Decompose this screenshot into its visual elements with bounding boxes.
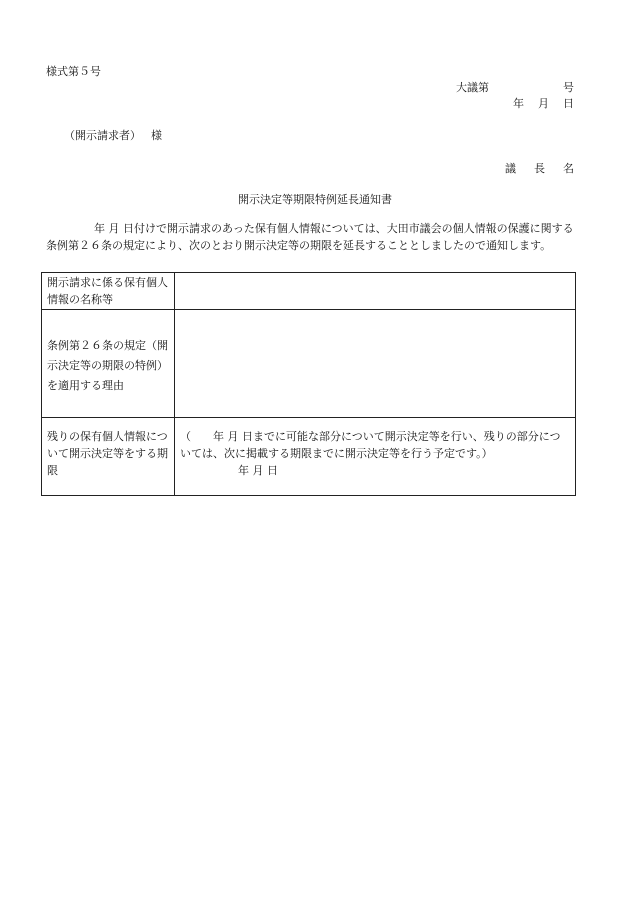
row-label: 開示請求に係る保有個人情報の名称等 <box>42 273 175 310</box>
row-value <box>175 310 576 418</box>
row-value: （ 年 月 日までに可能な部分について開示決定等を行い、残りの部分については、次に掲載する期限までに開示決定等を行う予定です。） <box>180 430 561 461</box>
row-value-cell <box>175 418 576 496</box>
deadline-date: 年 月 日 <box>238 464 278 478</box>
document-date <box>513 96 574 112</box>
recipient <box>64 128 162 144</box>
notice-body: 年 月 日付けで開示請求のあった保有個人情報については、大田市議会の個人情報の保護に関する条例第２６条の規定により、次のとおり開示決定等の期限を延長することとしましたので通知します。 <box>46 222 574 252</box>
document-title: 開示決定等期限特例延長通知書 <box>238 193 392 206</box>
date-month: 月 <box>538 97 549 110</box>
table-row <box>42 310 576 418</box>
date-day: 日 <box>563 97 574 110</box>
sender-part-1: 議 <box>505 162 516 175</box>
table-row <box>42 418 576 496</box>
table-row <box>42 273 576 310</box>
notice-table <box>41 272 576 496</box>
recipient-honorific: 様 <box>151 129 162 142</box>
sender-part-2: 長 <box>534 162 545 175</box>
row-label: 条例第２６条の規定（開示決定等の期限の特例）を適用する理由 <box>42 310 175 418</box>
sender-part-3: 名 <box>563 162 574 175</box>
reference-prefix: 大議第 <box>456 81 489 94</box>
row-value <box>175 273 576 310</box>
document-reference-number <box>456 80 574 96</box>
recipient-name: （開示請求者） <box>64 129 141 142</box>
form-number: 様式第５号 <box>46 65 101 78</box>
row-label: 残りの保有個人情報について開示決定等をする期限 <box>42 418 175 496</box>
date-year: 年 <box>513 97 524 110</box>
reference-suffix: 号 <box>563 81 574 94</box>
sender <box>505 161 574 177</box>
